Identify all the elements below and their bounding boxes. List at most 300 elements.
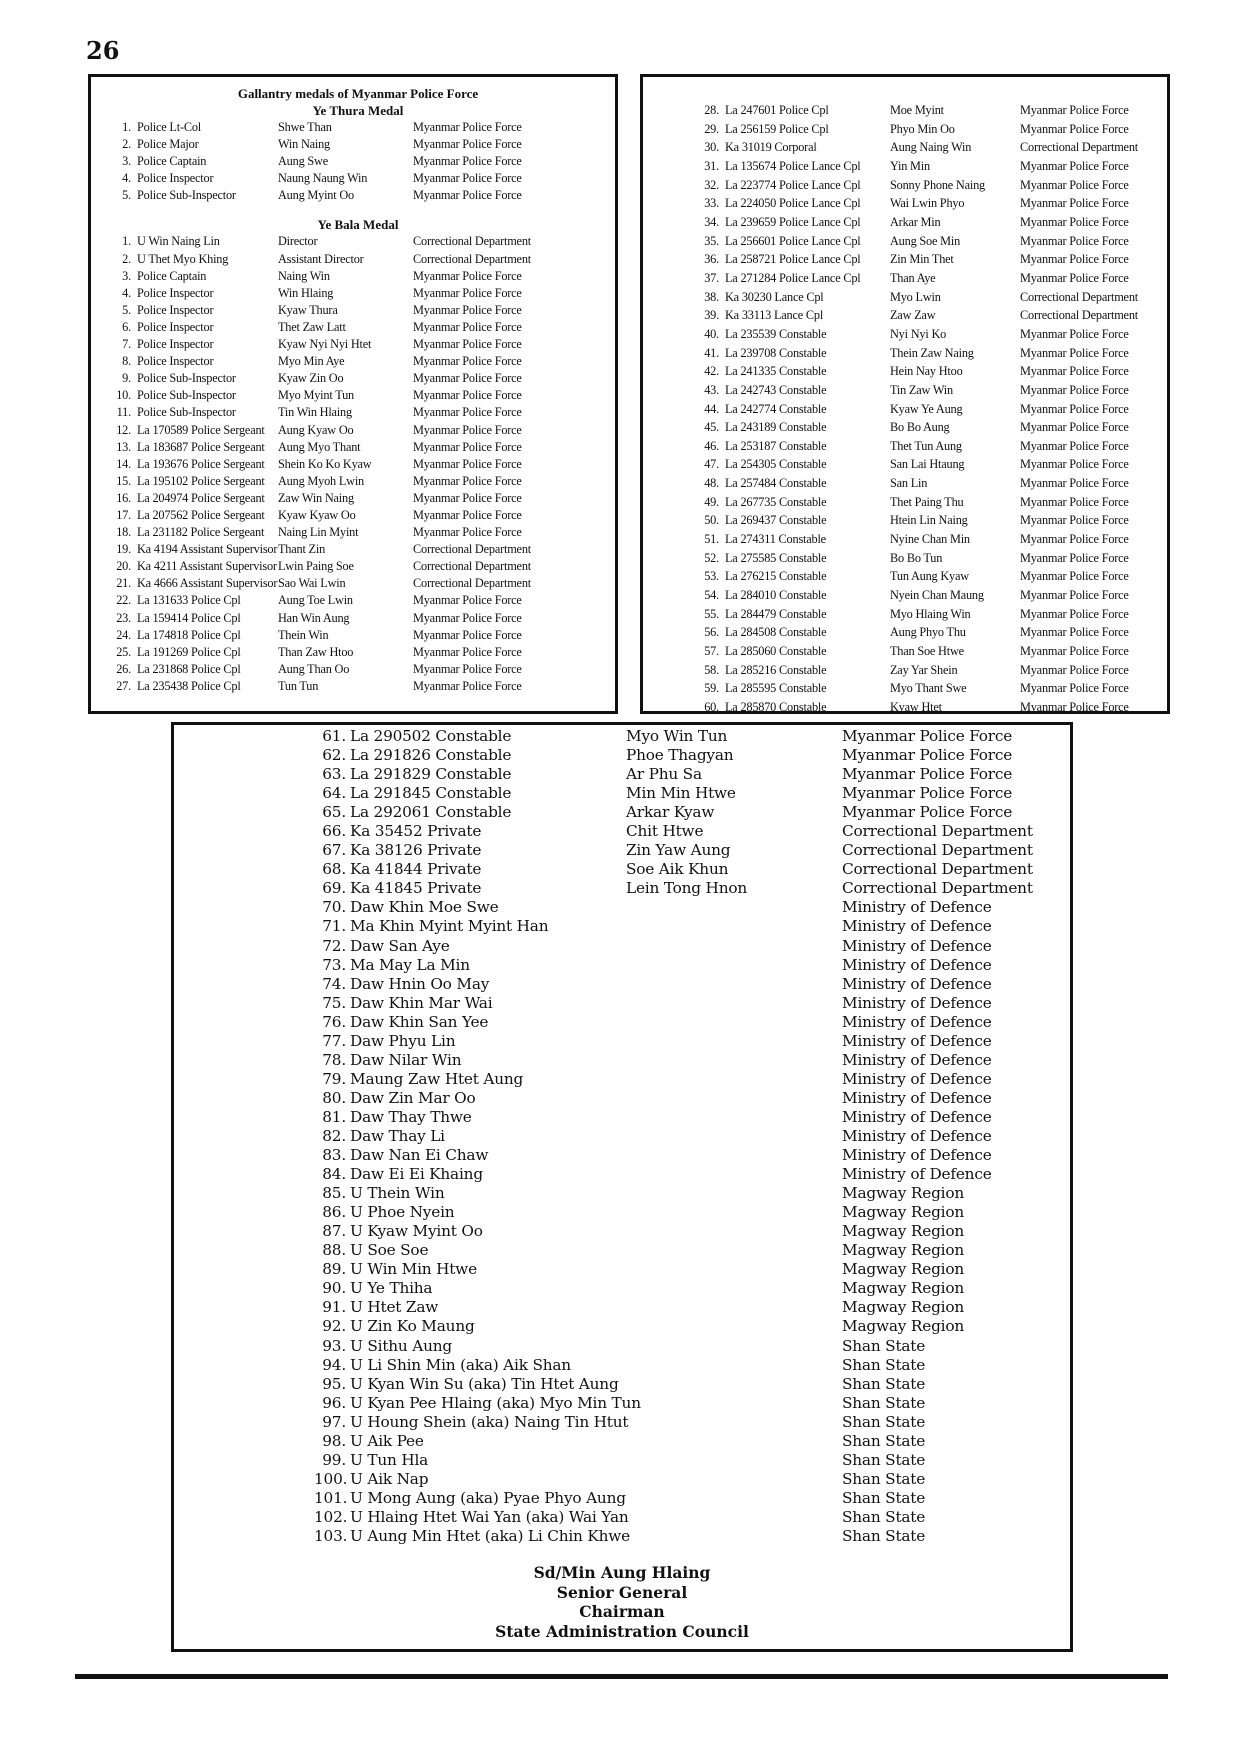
- list-item: [314, 1165, 1034, 1184]
- signature-organization: State Administration Council: [495, 1621, 749, 1641]
- entry-name: [626, 1337, 842, 1356]
- entry-number: 61.: [322, 727, 346, 745]
- list-item: [691, 288, 1161, 307]
- entry-rank: Police Sub-Inspector: [137, 405, 236, 420]
- entry-name: [626, 975, 842, 994]
- entry-organization: Myanmar Police Force: [413, 171, 522, 186]
- entry-name: Arkar Kyaw: [626, 803, 715, 822]
- list-item: [113, 473, 603, 490]
- entry-number: 2.: [122, 137, 131, 152]
- entry-organization: Shan State: [842, 1431, 926, 1450]
- entry-number: 58.: [704, 662, 719, 677]
- entry-rank: U Hlaing Htet Wai Yan (aka) Wai Yan: [350, 1507, 629, 1526]
- entry-rank: Police Sub-Inspector: [137, 188, 236, 203]
- left-medal-list: [113, 85, 603, 695]
- entry-organization: Correctional Department: [842, 822, 1033, 841]
- entry-name: Thant Zin: [278, 542, 326, 557]
- entry-number: 19.: [116, 542, 131, 557]
- entry-rank: La 183687 Police Sergeant: [137, 439, 265, 454]
- entry-rank: Daw San Aye: [350, 936, 450, 955]
- entry-organization: Magway Region: [842, 1317, 965, 1336]
- entry-organization: Myanmar Police Force: [1020, 252, 1129, 267]
- entry-name: Shwe Than: [278, 120, 332, 134]
- entry-organization: Shan State: [842, 1393, 926, 1412]
- entry-name: Soe Aik Khun: [626, 860, 729, 879]
- entry-number: 83.: [322, 1146, 346, 1165]
- list-item: [113, 404, 603, 421]
- list-item: [314, 1013, 1034, 1032]
- list-item: [314, 1317, 1034, 1336]
- list-item: [691, 679, 1161, 698]
- entry-name: Lwin Paing Soe: [278, 559, 354, 574]
- entry-organization: Magway Region: [842, 1260, 965, 1279]
- entry-organization: Myanmar Police Force: [1020, 196, 1129, 211]
- entry-number: 18.: [116, 525, 131, 540]
- entry-number: 67.: [322, 841, 346, 860]
- entry-rank: La 193676 Police Sergeant: [137, 456, 265, 471]
- list-item: [691, 642, 1161, 661]
- entry-rank: Police Captain: [137, 154, 207, 169]
- bottom-medal-panel: [171, 722, 1073, 1652]
- entry-number: 102.: [314, 1507, 348, 1526]
- entry-number: 52.: [704, 550, 719, 565]
- entry-rank: U Ye Thiha: [350, 1279, 433, 1298]
- list-item: [113, 524, 603, 541]
- entry-number: 15.: [116, 473, 131, 488]
- entry-name: Myo Min Aye: [278, 354, 345, 369]
- entry-organization: Ministry of Defence: [842, 1126, 992, 1145]
- entry-organization: Myanmar Police Force: [413, 678, 522, 693]
- entry-rank: U Win Naing Lin: [137, 234, 220, 249]
- entry-number: 103.: [314, 1526, 348, 1545]
- list-item: [113, 439, 603, 456]
- entry-rank: U Aung Min Htet (aka) Li Chin Khwe: [350, 1526, 630, 1545]
- list-item: [691, 325, 1161, 344]
- entry-rank: La 204974 Police Sergeant: [137, 490, 265, 505]
- entry-name: Myo Win Tun: [626, 727, 728, 745]
- entry-number: 96.: [322, 1393, 346, 1412]
- entry-number: 25.: [116, 644, 131, 659]
- entry-organization: Myanmar Police Force: [413, 188, 522, 203]
- entry-name: Thet Zaw Latt: [278, 319, 346, 334]
- entry-rank: Daw Khin Moe Swe: [350, 898, 499, 917]
- list-item: [691, 101, 1161, 120]
- entry-name: [626, 1089, 842, 1108]
- list-item: [691, 698, 1161, 717]
- entry-number: 10.: [116, 388, 131, 403]
- entry-number: 20.: [116, 559, 131, 574]
- entry-organization: Myanmar Police Force: [1020, 662, 1129, 677]
- entry-number: 93.: [322, 1336, 346, 1355]
- entry-organization: Correctional Department: [842, 841, 1033, 860]
- entry-number: 71.: [322, 917, 346, 936]
- entry-name: Win Naing: [278, 137, 331, 152]
- entry-rank: La 135674 Police Lance Cpl: [725, 158, 861, 173]
- entry-number: 97.: [322, 1412, 346, 1431]
- list-item: [314, 1279, 1034, 1298]
- entry-organization: Ministry of Defence: [842, 974, 992, 993]
- entry-rank: La 224050 Police Lance Cpl: [725, 196, 861, 211]
- entry-organization: Myanmar Police Force: [1020, 550, 1129, 565]
- list-item: [314, 1470, 1034, 1489]
- list-item: [314, 917, 1034, 936]
- entry-number: 50.: [704, 513, 719, 528]
- list-item: [113, 119, 603, 136]
- list-item: [314, 1432, 1034, 1451]
- entry-name: [626, 1317, 842, 1336]
- entry-name: Aung Kyaw Oo: [278, 422, 354, 437]
- list-item: [314, 765, 1034, 784]
- section-ye-thura: [113, 102, 603, 204]
- entry-number: 65.: [322, 803, 346, 822]
- entry-number: 54.: [704, 588, 719, 603]
- list-item: [691, 157, 1161, 176]
- entry-rank: La 207562 Police Sergeant: [137, 507, 265, 522]
- entry-name: Thet Tun Aung: [890, 438, 962, 453]
- entry-name: Nyi Nyi Ko: [890, 326, 947, 341]
- entry-organization: Ministry of Defence: [842, 1012, 992, 1031]
- entry-number: 86.: [322, 1203, 346, 1222]
- entry-name: [626, 937, 842, 956]
- entry-rank: U Houng Shein (aka) Naing Tin Htut: [350, 1412, 629, 1431]
- section-ye-bala: [113, 216, 603, 695]
- entry-rank: La 258721 Police Lance Cpl: [725, 252, 861, 267]
- entry-organization: Shan State: [842, 1469, 926, 1488]
- entry-rank: Police Sub-Inspector: [137, 388, 236, 403]
- entry-organization: Ministry of Defence: [842, 917, 992, 936]
- entry-organization: Correctional Department: [1020, 289, 1138, 304]
- entry-organization: Myanmar Police Force: [413, 354, 522, 369]
- list-item: [691, 232, 1161, 251]
- list-item: [113, 319, 603, 336]
- entry-name: Min Min Htwe: [626, 784, 736, 803]
- entry-rank: Ma Khin Myint Myint Han: [350, 917, 549, 936]
- list-item: [314, 784, 1034, 803]
- entry-number: 9.: [122, 371, 131, 386]
- list-item: [113, 627, 603, 644]
- entry-rank: Police Inspector: [137, 285, 214, 300]
- entry-rank: Daw Thay Thwe: [350, 1107, 472, 1126]
- entry-number: 34.: [704, 214, 719, 229]
- entry-number: 59.: [704, 681, 719, 696]
- list-item: [113, 558, 603, 575]
- entry-name: [626, 1203, 842, 1222]
- entry-organization: Correctional Department: [413, 576, 531, 591]
- entry-name: Aung Phyo Thu: [890, 625, 966, 640]
- entry-organization: Myanmar Police Force: [413, 473, 522, 488]
- list-item: [113, 353, 603, 370]
- entry-organization: Myanmar Police Force: [1020, 681, 1129, 696]
- entry-rank: La 235438 Police Cpl: [137, 678, 241, 693]
- list-item: [691, 362, 1161, 381]
- list-item: [691, 381, 1161, 400]
- entry-number: 29.: [704, 121, 719, 136]
- entry-number: 7.: [122, 337, 131, 352]
- entry-name: Bo Bo Aung: [890, 420, 950, 435]
- entry-number: 69.: [322, 879, 346, 898]
- signature-block: [174, 1563, 1070, 1641]
- entry-name: Aung Myoh Lwin: [278, 473, 365, 488]
- entry-rank: U Li Shin Min (aka) Aik Shan: [350, 1355, 571, 1374]
- entry-name: [626, 1222, 842, 1241]
- entry-number: 27.: [116, 678, 131, 693]
- entry-rank: Ka 33113 Lance Cpl: [725, 308, 824, 323]
- entry-organization: Myanmar Police Force: [413, 644, 522, 659]
- entry-organization: Myanmar Police Force: [1020, 625, 1129, 640]
- entry-number: 11.: [116, 405, 131, 420]
- list-item: [314, 1298, 1034, 1317]
- entry-organization: Myanmar Police Force: [842, 803, 1013, 822]
- entry-number: 43.: [704, 382, 719, 397]
- entry-rank: U Phoe Nyein: [350, 1203, 455, 1222]
- entry-number: 77.: [322, 1031, 346, 1050]
- entry-number: 70.: [322, 898, 346, 917]
- entry-rank: La 291845 Constable: [350, 784, 512, 803]
- entry-number: 32.: [704, 177, 719, 192]
- list-item: [691, 455, 1161, 474]
- entry-organization: Myanmar Police Force: [413, 507, 522, 522]
- entry-organization: Myanmar Police Force: [413, 490, 522, 505]
- entry-organization: Ministry of Defence: [842, 993, 992, 1012]
- entry-organization: Shan State: [842, 1355, 926, 1374]
- list-item: [314, 1184, 1034, 1203]
- entry-organization: Correctional Department: [1020, 140, 1138, 155]
- entry-name: Tin Zaw Win: [890, 382, 953, 397]
- list-item: [314, 1108, 1034, 1127]
- entry-number: 81.: [322, 1107, 346, 1126]
- entry-rank: La 174818 Police Cpl: [137, 627, 241, 642]
- entry-name: Than Soe Htwe: [890, 644, 964, 659]
- entry-organization: Correctional Department: [842, 860, 1033, 879]
- entry-name: [626, 1260, 842, 1279]
- entry-organization: Myanmar Police Force: [842, 784, 1013, 803]
- entry-number: 73.: [322, 955, 346, 974]
- list-item: [691, 437, 1161, 456]
- signature-position: Chairman: [579, 1602, 665, 1621]
- entry-number: 23.: [116, 610, 131, 625]
- entry-organization: Myanmar Police Force: [413, 337, 522, 352]
- entry-organization: Correctional Department: [413, 542, 531, 557]
- entry-name: Lein Tong Hnon: [626, 879, 748, 898]
- entry-name: Tun Tun: [278, 678, 319, 693]
- entry-rank: La 267735 Constable: [725, 494, 827, 509]
- list-item: [113, 507, 603, 524]
- bottom-medal-list: [314, 727, 1034, 1546]
- entry-rank: Police Inspector: [137, 337, 214, 352]
- entry-number: 37.: [704, 270, 719, 285]
- entry-organization: Myanmar Police Force: [1020, 270, 1129, 285]
- entry-organization: Correctional Department: [842, 879, 1033, 898]
- entry-organization: Myanmar Police Force: [1020, 606, 1129, 621]
- entry-name: [626, 956, 842, 975]
- list-item: [113, 370, 603, 387]
- entry-rank: Daw Nan Ei Chaw: [350, 1146, 489, 1165]
- entry-organization: Myanmar Police Force: [842, 746, 1013, 765]
- entry-name: [626, 1413, 842, 1432]
- entry-rank: U Kyan Win Su (aka) Tin Htet Aung: [350, 1374, 619, 1393]
- entry-rank: La 131633 Police Cpl: [137, 593, 241, 608]
- entry-organization: Magway Region: [842, 1298, 965, 1317]
- entry-rank: La 243189 Constable: [725, 420, 827, 435]
- entry-name: [626, 1184, 842, 1203]
- entry-number: 53.: [704, 569, 719, 584]
- entry-organization: Magway Region: [842, 1203, 965, 1222]
- list-item: [314, 1394, 1034, 1413]
- entry-rank: Daw Ei Ei Khaing: [350, 1165, 483, 1184]
- list-item: [691, 493, 1161, 512]
- entry-name: [626, 1489, 842, 1508]
- entry-rank: Ka 30230 Lance Cpl: [725, 289, 824, 304]
- entry-number: 55.: [704, 606, 719, 621]
- entry-name: [626, 1508, 842, 1527]
- entry-name: Chit Htwe: [626, 822, 704, 841]
- entry-number: 84.: [322, 1165, 346, 1184]
- entry-rank: U Kyaw Myint Oo: [350, 1222, 483, 1241]
- list-item: [314, 1451, 1034, 1470]
- entry-organization: Ministry of Defence: [842, 1050, 992, 1069]
- entry-organization: Shan State: [842, 1336, 926, 1355]
- entry-number: 33.: [704, 196, 719, 211]
- entry-number: 3.: [122, 268, 131, 283]
- entry-name: Aung Than Oo: [278, 661, 350, 676]
- list-item: [314, 822, 1034, 841]
- list-item: [113, 336, 603, 353]
- entry-number: 38.: [704, 289, 719, 304]
- entry-name: Than Zaw Htoo: [278, 644, 354, 659]
- list-item: [113, 490, 603, 507]
- entry-organization: Myanmar Police Force: [1020, 121, 1129, 136]
- entry-organization: Shan State: [842, 1507, 926, 1526]
- list-item: [314, 1241, 1034, 1260]
- entry-name: [626, 1051, 842, 1070]
- list-item: [314, 1375, 1034, 1394]
- entry-organization: Ministry of Defence: [842, 1088, 992, 1107]
- entry-organization: Myanmar Police Force: [413, 525, 522, 540]
- section-rows: [691, 101, 1161, 717]
- entry-organization: Myanmar Police Force: [413, 456, 522, 471]
- entry-name: Myo Thant Swe: [890, 681, 967, 696]
- list-item: [113, 456, 603, 473]
- entry-organization: Ministry of Defence: [842, 1165, 992, 1184]
- entry-name: [626, 1527, 842, 1546]
- entry-organization: Myanmar Police Force: [413, 439, 522, 454]
- entry-organization: Myanmar Police Force: [1020, 438, 1129, 453]
- entry-name: [626, 1279, 842, 1298]
- entry-rank: La 291829 Constable: [350, 765, 512, 784]
- entry-organization: Myanmar Police Force: [1020, 177, 1129, 192]
- entry-number: 21.: [116, 576, 131, 591]
- entry-rank: La 239708 Constable: [725, 345, 827, 360]
- list-item: [314, 841, 1034, 860]
- entry-number: 89.: [322, 1260, 346, 1279]
- list-item: [314, 1070, 1034, 1089]
- list-item: [314, 975, 1034, 994]
- list-item: [691, 344, 1161, 363]
- entry-number: 68.: [322, 860, 346, 879]
- entry-number: 57.: [704, 644, 719, 659]
- list-item: [113, 592, 603, 609]
- list-item: [314, 1489, 1034, 1508]
- entry-name: Nyein Chan Maung: [890, 588, 984, 603]
- entry-number: 35.: [704, 233, 719, 248]
- entry-rank: Ka 41845 Private: [350, 879, 482, 898]
- list-item: [113, 187, 603, 204]
- entry-number: 4.: [122, 285, 131, 300]
- entry-organization: Myanmar Police Force: [413, 285, 522, 300]
- page-number: 26: [86, 36, 120, 65]
- entry-name: [626, 1451, 842, 1470]
- list-item: [691, 250, 1161, 269]
- entry-number: 8.: [122, 354, 131, 369]
- list-item: [113, 575, 603, 592]
- entry-number: 26.: [116, 661, 131, 676]
- entry-number: 42.: [704, 364, 719, 379]
- entry-number: 75.: [322, 993, 346, 1012]
- list-item: [314, 956, 1034, 975]
- entry-organization: Myanmar Police Force: [413, 610, 522, 625]
- entry-rank: Ka 31019 Corporal: [725, 140, 817, 155]
- section-rows: [314, 727, 1034, 1546]
- entry-rank: La 285216 Constable: [725, 662, 827, 677]
- entry-organization: Myanmar Police Force: [1020, 382, 1129, 397]
- entry-number: 49.: [704, 494, 719, 509]
- entry-rank: La 284479 Constable: [725, 606, 827, 621]
- list-item: [314, 1032, 1034, 1051]
- entry-rank: La 235539 Constable: [725, 326, 827, 341]
- list-item: [314, 1337, 1034, 1356]
- entry-number: 39.: [704, 308, 719, 323]
- entry-name: Win Hlaing: [278, 285, 334, 300]
- entry-number: 28.: [704, 103, 719, 117]
- entry-organization: Myanmar Police Force: [1020, 588, 1129, 603]
- entry-name: Sao Wai Lwin: [278, 576, 346, 591]
- entry-rank: La 256159 Police Cpl: [725, 121, 829, 136]
- entry-number: 99.: [322, 1450, 346, 1469]
- entry-name: Myo Hlaing Win: [890, 606, 971, 621]
- panel-title: Gallantry medals of Myanmar Police Force: [237, 86, 479, 101]
- entry-organization: Ministry of Defence: [842, 1146, 992, 1165]
- entry-name: [626, 1146, 842, 1165]
- list-item: [113, 541, 603, 558]
- entry-rank: U Thein Win: [350, 1184, 445, 1203]
- entry-rank: La 256601 Police Lance Cpl: [725, 233, 861, 248]
- entry-number: 51.: [704, 532, 719, 547]
- right-medal-list: [691, 101, 1161, 717]
- list-item: [314, 727, 1034, 746]
- entry-rank: La 257484 Constable: [725, 476, 827, 491]
- list-item: [691, 400, 1161, 419]
- entry-number: 36.: [704, 252, 719, 267]
- entry-rank: U Htet Zaw: [350, 1298, 439, 1317]
- entry-name: [626, 1394, 842, 1413]
- entry-name: Aung Myo Thant: [278, 439, 361, 454]
- entry-rank: La 285060 Constable: [725, 644, 827, 659]
- entry-name: Assistant Director: [278, 251, 364, 266]
- entry-rank: Maung Zaw Htet Aung: [350, 1069, 524, 1088]
- list-item: [691, 605, 1161, 624]
- entry-organization: Myanmar Police Force: [1020, 364, 1129, 379]
- entry-rank: Daw Hnin Oo May: [350, 974, 490, 993]
- entry-organization: Magway Region: [842, 1222, 965, 1241]
- section-heading: Ye Thura Medal: [312, 103, 404, 118]
- entry-rank: U Aik Pee: [350, 1431, 424, 1450]
- list-item: [691, 549, 1161, 568]
- list-item: [113, 136, 603, 153]
- entry-name: Zin Yaw Aung: [626, 841, 731, 860]
- entry-rank: La 285870 Constable: [725, 700, 827, 714]
- entry-number: 46.: [704, 438, 719, 453]
- entry-name: Han Win Aung: [278, 610, 350, 625]
